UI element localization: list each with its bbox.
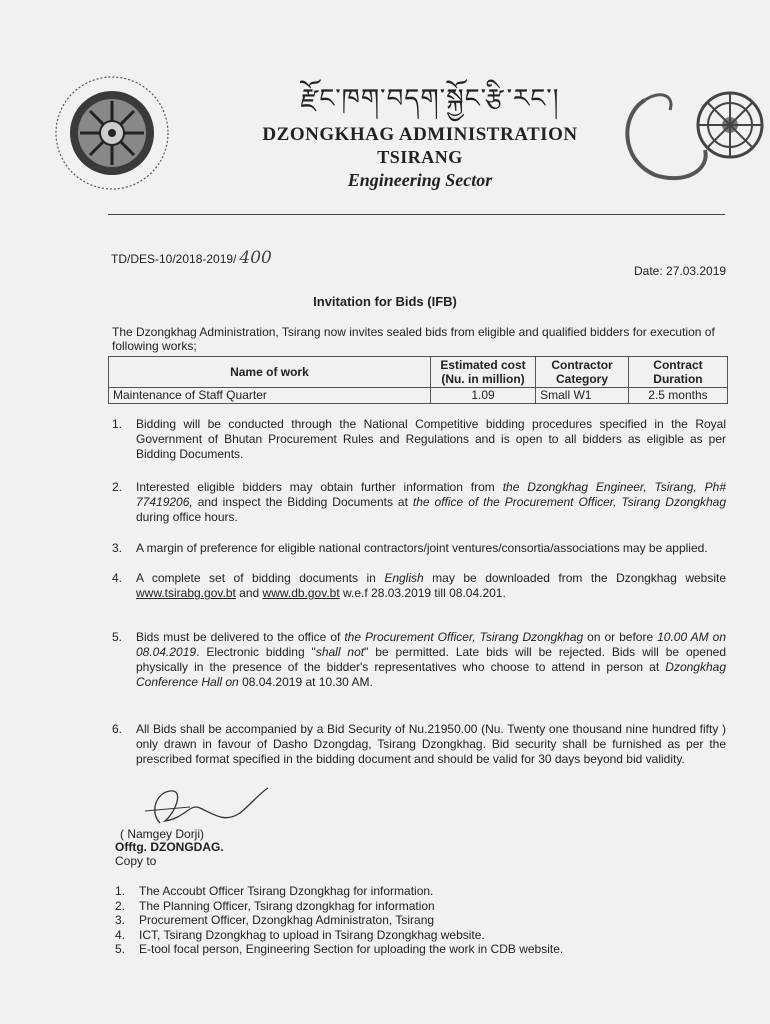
list-item <box>112 417 726 462</box>
list-item <box>112 722 726 767</box>
list-item <box>112 630 726 690</box>
col-header-cost: Estimated cost (Nu. in million) <box>430 357 535 388</box>
copy-list <box>115 884 675 957</box>
header-title: DZONGKHAG ADMINISTRATION <box>262 124 578 145</box>
works-table <box>108 356 728 404</box>
reference-number-text: TD/DES-10/2018-2019/ <box>111 252 237 266</box>
header-sector: Engineering Sector <box>347 170 493 190</box>
item-text: All Bids shall be accompanied by a Bid Security of Nu.21950.00 (Nu. Twenty one thousand nine hundred fifty ) only drawn in favour of Dasho Dzongdag, Tsirang Dzongkhag. Bid security shall be furnished as per the prescribed format specified in the bidding document and should be valid for 30 days beyond bid validity. <box>136 722 726 766</box>
col-header-name: Name of work <box>109 357 431 388</box>
item-number: 5. <box>112 630 123 644</box>
col-header-category: Contractor Category <box>536 357 629 388</box>
table-row <box>109 388 728 404</box>
item-text: Bidding will be conducted through the National Competitive bidding procedures specified in the Royal Government of Bhutan Procurement Rules and Regulations and is open to all bidders as eligible as per Bidding Documents. <box>136 417 726 461</box>
item-number: 1. <box>112 417 123 431</box>
cell-duration: 2.5 months <box>628 388 727 404</box>
item-number: 4. <box>112 571 123 585</box>
list-item <box>112 571 726 601</box>
copy-to-label: Copy to <box>115 854 157 868</box>
header-subtitle: TSIRANG <box>377 147 463 167</box>
signatory-title: Offtg. DZONGDAG. <box>115 840 224 854</box>
reference-handwritten: 400 <box>239 248 272 268</box>
item-text: A margin of preference for eligible national contractors/joint ventures/consortia/associations may be applied. <box>136 541 708 555</box>
list-item <box>112 541 726 556</box>
item-text: Interested eligible bidders may obtain further information from the Dzongkhag Engineer, Tsirang, Ph# 77419206, and inspect the Bidding Documents at the office of the Procurement Officer, Tsirang Dzongkhag during office hours. <box>136 480 726 524</box>
list-item: 5. E-tool focal person, Engineering Section for uploading the work in CDB website. <box>115 942 564 956</box>
header-divider <box>108 214 725 215</box>
item-text: Bids must be delivered to the office of the Procurement Officer, Tsirang Dzongkhag on or before 10.00 AM on 08.04.2019. Electronic bidding "shall not" be permitted. Late bids will be rejected. Bids will be opened physically in the presence of the bidder's representatives who choose to attend in person at Dzongkhag Conference Hall on 08.04.2019 at 10.30 AM. <box>136 630 727 689</box>
col-header-duration: Contract Duration <box>628 357 727 388</box>
list-item: 2. The Planning Officer, Tsirang dzongkhag for information <box>115 898 435 913</box>
header-tibetan-script: རྫོང་ཁག་བདག་སྐྱོང་རྩི་རང་། <box>300 84 560 114</box>
item-number: 3. <box>112 541 123 555</box>
list-item <box>112 480 726 525</box>
list-item: 4. ICT, Tsirang Dzongkhag to upload in Tsirang Dzongkhag website. <box>115 927 485 942</box>
table-header-row <box>109 357 728 388</box>
dzongkhag-seal-logo <box>50 75 190 200</box>
cell-name: Maintenance of Staff Quarter <box>109 388 431 404</box>
intro-paragraph: The Dzongkhag Administration, Tsirang now invites sealed bids from eligible and qualified bidders for execution of following works; <box>112 325 715 353</box>
cell-category: Small W1 <box>536 388 629 404</box>
notice-title: Invitation for Bids (IFB) <box>313 294 457 309</box>
document-date: Date: 27.03.2019 <box>634 264 727 278</box>
list-item: 1. The Accoubt Officer Tsirang Dzongkhag for information. <box>115 884 434 898</box>
cell-cost: 1.09 <box>430 388 535 404</box>
reference-number <box>111 248 272 268</box>
signatory-name: ( Namgey Dorji) <box>120 827 205 841</box>
website-link-cdb[interactable]: www.db.gov.bt <box>262 586 340 600</box>
item-number: 6. <box>112 722 123 736</box>
item-number: 2. <box>112 480 123 494</box>
item-text: A complete set of bidding documents in English may be downloaded from the Dzongkhag website www.tsirabg.gov.bt and www.db.gov.bt w.e.f 28.03.2019 till 08.04.201. <box>136 571 727 600</box>
list-item: 3. Procurement Officer, Dzongkhag Administraton, Tsirang <box>115 913 435 927</box>
website-link-tsirang[interactable]: www.tsirabg.gov.bt <box>136 586 236 600</box>
